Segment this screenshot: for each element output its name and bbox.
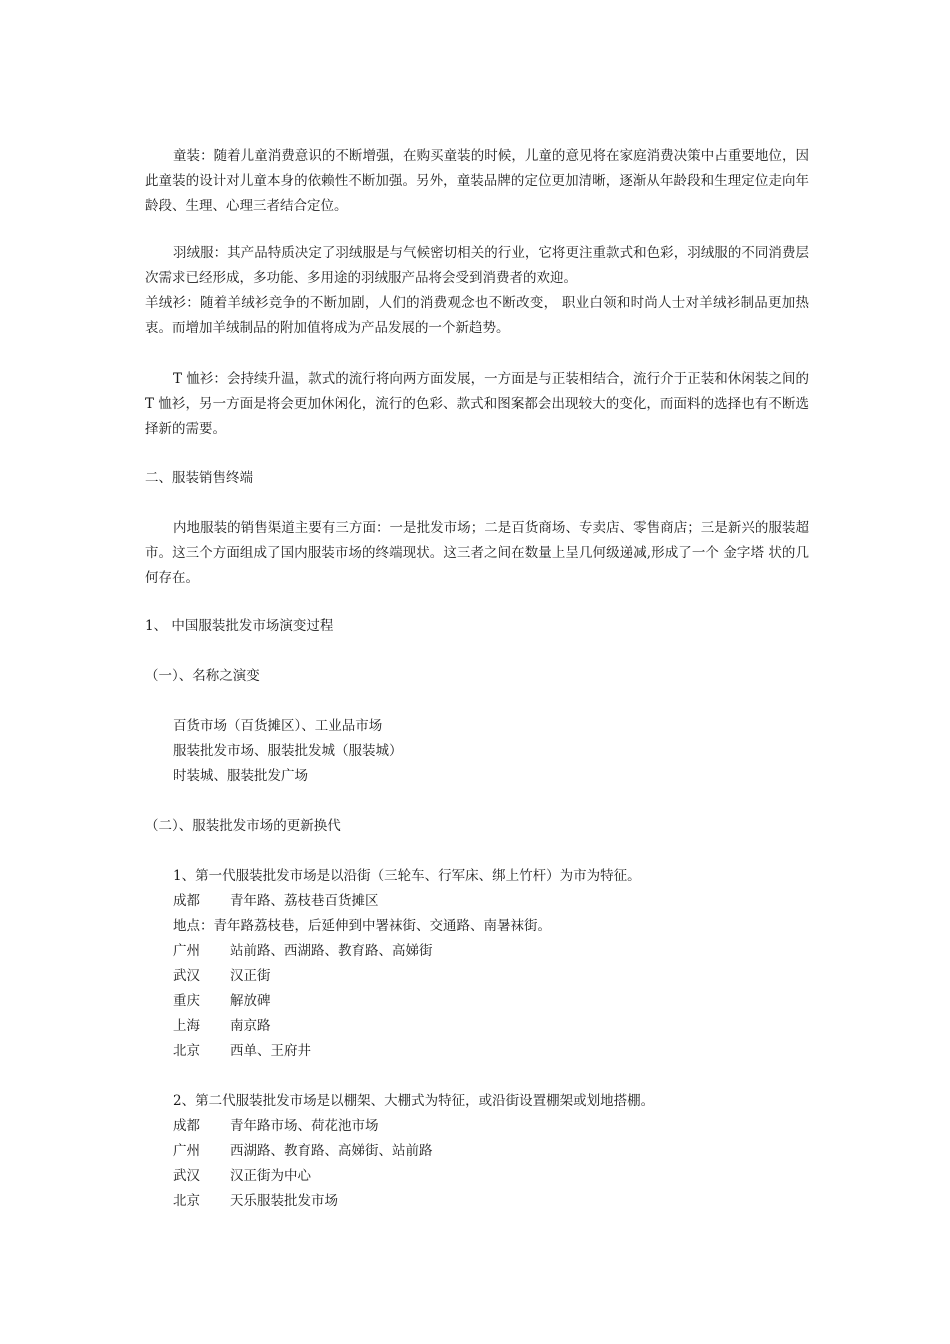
- list-item: [173, 1189, 338, 1214]
- market-place: 西单、王府井: [230, 1043, 311, 1059]
- paragraph-children-wear: 童装：随着儿童消费意识的不断增强，在购买童装的时候，儿童的意见将在家庭消费决策中占重要地位，因此童装的设计对儿童本身的依赖性不断加强。另外，童装品牌的定位更加清晰，逐渐从年龄段和生理定位走向年龄段、生理、心理三者结合定位。: [145, 148, 809, 214]
- list-item: [173, 889, 379, 914]
- paragraph-sales-channels: 内地服装的销售渠道主要有三方面：一是批发市场；二是百货商场、专卖店、零售商店；三是新兴的服装超市。这三个方面组成了国内服装市场的终端现状。这三者之间在数量上呈几何级递减,形成了一个 金字塔 状的几何存在。: [145, 520, 809, 586]
- list-item: 时装城、服装批发广场: [173, 768, 308, 784]
- paragraph-down-jacket: 羽绒服：其产品特质决定了羽绒服是与气候密切相关的行业，它将更注重款式和色彩，羽绒服的不同消费层次需求已经形成，多功能、多用途的羽绒服产品将会受到消费者的欢迎。: [145, 245, 809, 286]
- city-name: 武汉: [173, 1168, 200, 1184]
- subheading-name-evolution: （一）、名称之演变: [145, 668, 260, 684]
- list-item: [173, 1139, 433, 1164]
- subheading-market-generations: （二）、服装批发市场的更新换代: [145, 818, 341, 834]
- city-name: 成都: [173, 1118, 200, 1134]
- heading-wholesale-evolution: 1、 中国服装批发市场演变过程: [145, 618, 334, 634]
- section-heading-retail-terminal: 二、服装销售终端: [145, 470, 253, 486]
- city-name: 广州: [173, 943, 200, 959]
- market-place: 天乐服装批发市场: [230, 1193, 338, 1209]
- list-item: [173, 964, 271, 989]
- city-name: 北京: [173, 1043, 200, 1059]
- generation-1-title: 1、第一代服装批发市场是以沿街（三轮车、行军床、绑上竹杆）为市为特征。: [173, 868, 641, 884]
- market-place: 站前路、西湖路、教育路、高娣街: [230, 943, 433, 959]
- city-name: 上海: [173, 1018, 200, 1034]
- list-item: [173, 989, 271, 1014]
- market-place: 汉正街为中心: [230, 1168, 311, 1184]
- market-place: 南京路: [230, 1018, 271, 1034]
- list-item: [173, 939, 433, 964]
- market-place: 西湖路、教育路、高娣街、站前路: [230, 1143, 433, 1159]
- city-name: 武汉: [173, 968, 200, 984]
- list-item: [173, 1014, 271, 1039]
- list-item: [173, 1114, 379, 1139]
- list-item: [173, 1039, 311, 1064]
- city-name: 广州: [173, 1143, 200, 1159]
- city-name: 成都: [173, 893, 200, 909]
- list-item: 百货市场（百货摊区）、工业品市场: [173, 718, 383, 734]
- paragraph-tshirt: T 恤衫：会持续升温，款式的流行将向两方面发展，一方面是与正装相结合，流行介于正装和休闲装之间的 T 恤衫，另一方面是将会更加休闲化，流行的色彩、款式和图案都会出现较大的变化，而面料的选择也有不断选择新的需要。: [145, 371, 809, 437]
- city-name: 北京: [173, 1193, 200, 1209]
- market-place: 汉正街: [230, 968, 271, 984]
- generation-1-location: 地点：青年路荔枝巷，后延伸到中署袜街、交通路、南暑袜街。: [173, 918, 551, 934]
- list-item: [173, 1164, 311, 1189]
- market-place: 青年路市场、荷花池市场: [230, 1118, 379, 1134]
- market-place: 青年路、荔枝巷百货摊区: [230, 893, 379, 909]
- list-item: 服装批发市场、服装批发城（服装城）: [173, 743, 403, 759]
- paragraph-cashmere: 羊绒衫：随着羊绒衫竞争的不断加剧，人们的消费观念也不断改变， 职业白领和时尚人士对羊绒衫制品更加热衷。而增加羊绒制品的附加值将成为产品发展的一个新趋势。: [145, 295, 809, 336]
- generation-2-title: 2、第二代服装批发市场是以棚架、大棚式为特征，或沿街设置棚架或划地搭棚。: [173, 1093, 655, 1109]
- city-name: 重庆: [173, 993, 200, 1009]
- market-place: 解放碑: [230, 993, 271, 1009]
